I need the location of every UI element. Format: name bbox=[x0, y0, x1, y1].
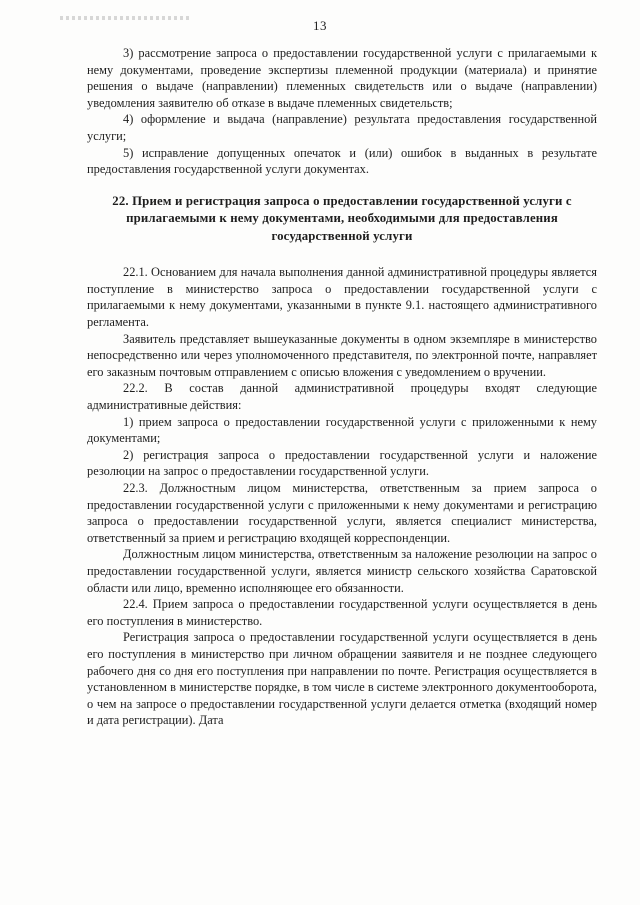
list-item: 2) регистрация запроса о предоставлении государственной услуги и наложение резолюции на запрос о предоставлении государственной услуги. bbox=[87, 447, 597, 479]
page-number: 13 bbox=[313, 18, 327, 33]
list-item: 3) рассмотрение запроса о предоставлении государственной услуги с прилагаемыми к нему документами, проведение экспертизы племенной продукции (материала) и принятие решения о выдаче (направлении) племенных свидетельств или о выдаче (направлении) уведомления заявителю об отказе в выдаче племенных свидетельств; bbox=[87, 46, 597, 110]
paragraph: Заявитель представляет вышеуказанные документы в одном экземпляре в министерство непосредственно или через уполномоченного представителя, по электронной почте, направляет его заказным почтовым отправлением с описью вложения с уведомлением о вручении. bbox=[87, 331, 597, 379]
paragraph: 22.2. В состав данной административной процедуры входят следующие административные действия: bbox=[87, 381, 597, 412]
paragraph: Регистрация запроса о предоставлении государственной услуги осуществляется в день его поступления в министерство при личном обращении заявителя и не позднее следующего рабочего дня со дня его поступления при направлении по почте. Регистрация осуществляется в установленном в министерстве порядке, в том числе в системе электронного документооборота, о чем на запросе о предоставлении государственной услуги делается отметка (входящий номер и дата регистрации). Дата bbox=[87, 630, 597, 728]
list-item: 4) оформление и выдача (направление) результата предоставления государственной услуги; bbox=[87, 112, 597, 143]
paragraph: 22.3. Должностным лицом министерства, ответственным за прием запроса о предоставлении государственной услуги с приложенными к нему документами и регистрацию запроса о предоставлении государственной услуги, является специалист министерства, ответственный за прием и регистрацию входящей корреспонденции. bbox=[87, 480, 597, 545]
paragraph: Должностным лицом министерства, ответственным за наложение резолюции на запрос о предоставлении государственной услуги, является министр сельского хозяйства Саратовской области или лицо, временно исполняющее его обязанности. bbox=[87, 547, 597, 595]
document-body bbox=[87, 45, 597, 729]
list-item: 5) исправление допущенных опечаток и (или) ошибок в выданных в результате предоставления государственной услуги документах. bbox=[87, 145, 597, 177]
paragraph: 22.1. Основанием для начала выполнения данной административной процедуры является поступление в министерство запроса о предоставлении государственной услуги с прилагаемыми к нему документами, указанными в пункте 9.1. настоящего административного регламента. bbox=[87, 265, 597, 330]
list-item: 1) прием запроса о предоставлении государственной услуги с приложенными к нему документами; bbox=[87, 414, 597, 446]
paragraph: 22.4. Прием запроса о предоставлении государственной услуги осуществляется в день его поступления в министерство. bbox=[87, 597, 597, 628]
section-heading: 22. Прием и регистрация запроса о предоставлении государственной услуги с прилагаемыми к нему документами, необходимыми для предоставления государственной услуги bbox=[112, 193, 572, 243]
